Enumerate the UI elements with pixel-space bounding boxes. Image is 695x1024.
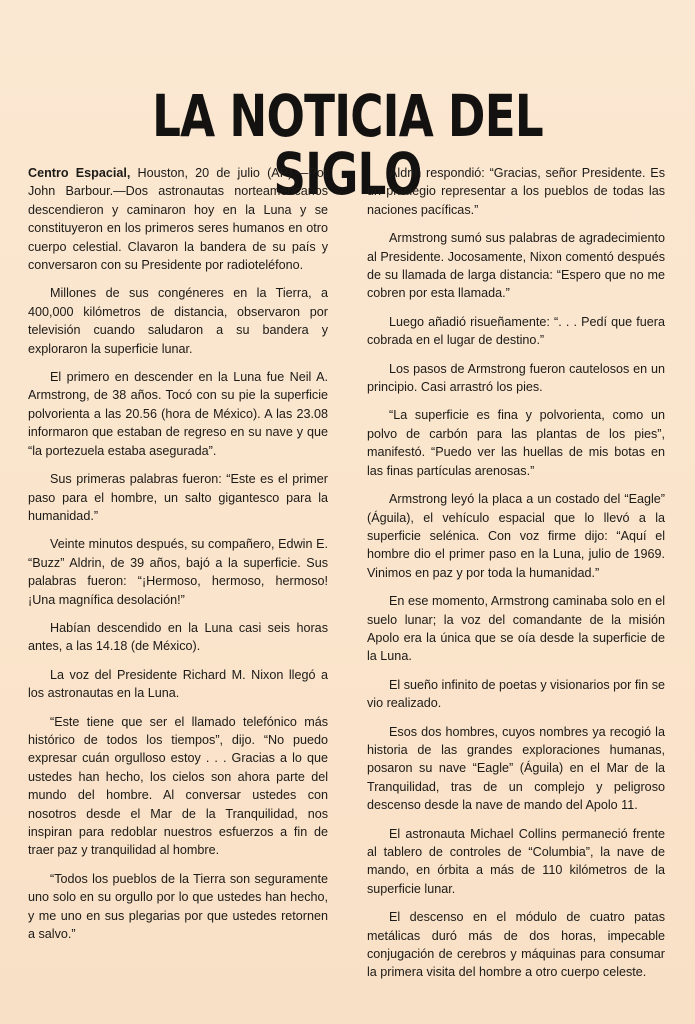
- paragraph: Aldrin respondió: “Gracias, señor Presidente. Es un privilegio representar a los pueblos de todas las naciones pacíficas.”: [367, 166, 665, 217]
- paragraph: Millones de sus congéneres en la Tierra, a 400,000 kilómetros de distancia, observaron por televisión cuando saludaron a su bandera y exploraron la superficie lunar.: [28, 286, 328, 356]
- paragraph: Armstrong sumó sus palabras de agradecimiento al Presidente. Jocosamente, Nixon comentó después de su llamada de larga distancia: “Espero que no me cobren por esta llamada.”: [367, 231, 665, 301]
- paragraph: La voz del Presidente Richard M. Nixon llegó a los astronautas en la Luna.: [28, 667, 328, 701]
- paragraph: El astronauta Michael Collins permaneció frente al tablero de controles de “Columbia”, la nave de mando, en órbita a más de 110 kilómetros de la superficie lunar.: [367, 826, 665, 896]
- article-column-right: [367, 164, 665, 992]
- paragraph: “La superficie es fina y polvorienta, como un polvo de carbón para las plantas de los pies”, manifestó. “Puedo ver las huellas de mis botas en las finas partículas arenosas.”: [367, 408, 665, 478]
- lead-text: Houston, 20 de julio (AP).—Por John Barbour.—Dos astronautas norteamericanos descendieron y caminaron hoy en la Luna y se constituyeron en los primeros seres humanos en otro cuerpo celestial. Clavaron la bandera de su país y conversaron con su Presidente por radioteléfono.: [28, 166, 328, 273]
- paragraph: Habían descendido en la Luna casi seis horas antes, a las 14.18 (de México).: [28, 620, 328, 654]
- paragraph: Los pasos de Armstrong fueron cautelosos en un principio. Casi arrastró los pies.: [367, 361, 665, 395]
- paragraph: Sus primeras palabras fueron: “Este es el primer paso para el hombre, un salto gigantesco para la humanidad.”: [28, 472, 328, 523]
- paragraph: El descenso en el módulo de cuatro patas metálicas duró más de dos horas, impecable conjugación de cerebros y máquinas para consumar la primera visita del hombre a otro cuerpo celeste.: [367, 910, 665, 980]
- paragraph: Esos dos hombres, cuyos nombres ya recogió la historia de las grandes exploraciones humanas, posaron su nave “Eagle” (Águila) en el Mar de la Tranquilidad, tras de un complejo y peligroso descenso desde la nave de mando del Apolo 11.: [367, 724, 665, 813]
- paragraph: “Este tiene que ser el llamado telefónico más histórico de todos los tiempos”, dijo. “No puedo expresar cuán orgulloso estoy . . . Gracias a lo que ustedes han hecho, los cielos son ahora parte del mundo del hombre. Al conversar ustedes con nosotros desde el Mar de la Tranquilidad, nos inspiran para redoblar nuestros esfuerzos a fin de traer paz y tranquilidad al hombre.: [28, 714, 328, 858]
- paragraph: El sueño infinito de poetas y visionarios por fin se vio realizado.: [367, 677, 665, 711]
- headline: LA NOTICIA DEL SIGLO: [152, 81, 543, 208]
- paragraph: En ese momento, Armstrong caminaba solo en el suelo lunar; la voz del comandante de la misión Apolo era la única que se oía desde la superficie de la Luna.: [367, 594, 665, 664]
- paragraph: “Todos los pueblos de la Tierra son seguramente uno solo en su orgullo por lo que ustedes han hecho, y me uno en sus plegarias por que ustedes retornen a salvo.”: [28, 871, 328, 942]
- paragraph: Luego añadió risueñamente: “. . . Pedí que fuera cobrada en el lugar de destino.”: [367, 314, 665, 348]
- lead-paragraph: [28, 164, 328, 274]
- paragraph: Armstrong leyó la placa a un costado del “Eagle” (Águila), el vehículo espacial que lo llevó a la superficie selénica. Con voz firme dijo: “Aquí el hombre dio el primer paso en la Luna, julio de 1969. Vinimos en paz y por toda la humanidad.”: [367, 492, 665, 580]
- article-column-left: [28, 164, 328, 953]
- paragraph: Veinte minutos después, su compañero, Edwin E. “Buzz” Aldrin, de 39 años, bajó a la superficie. Sus palabras fueron: “¡Hermoso, hermoso, hermoso! ¡Una magnífica desolación!”: [28, 537, 328, 607]
- dateline: Centro Espacial,: [28, 166, 131, 180]
- paragraph: El primero en descender en la Luna fue Neil A. Armstrong, de 38 años. Tocó con su pie la superficie polvorienta a las 20.56 (hora de México). A las 23.08 informaron que estaban de regreso en su nave y que “la portezuela estaba asegurada”.: [28, 370, 328, 458]
